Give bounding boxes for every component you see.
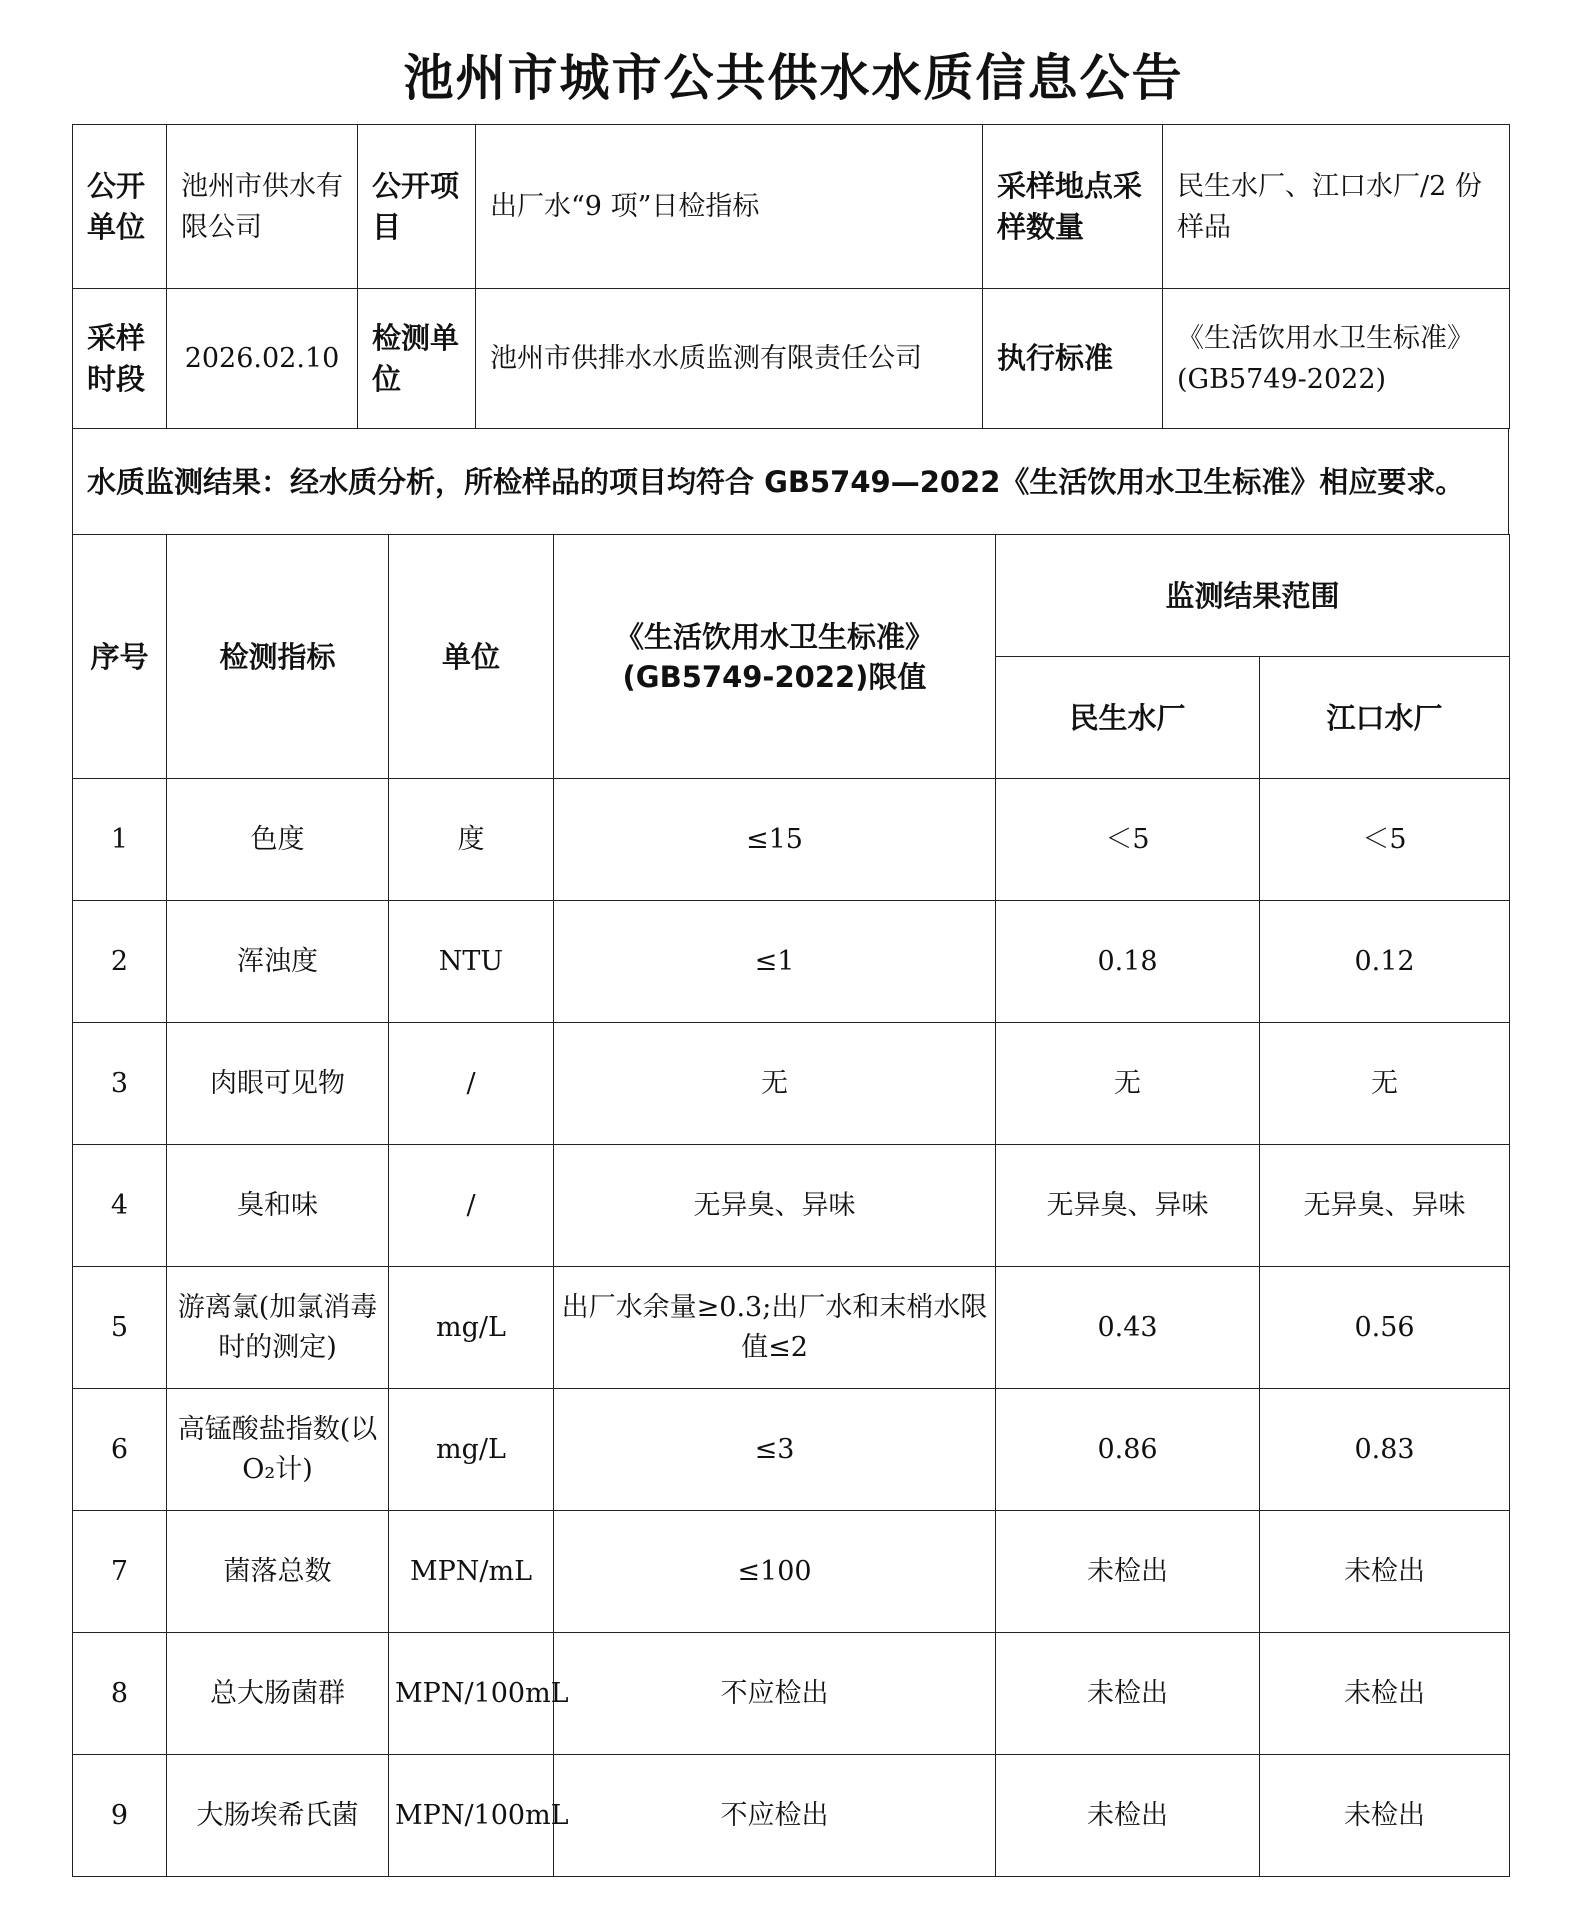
item-value: 出厂水“9 项”日检指标	[476, 125, 983, 289]
row-no: 9	[73, 1755, 167, 1877]
row-jiangkou-result: 未检出	[1260, 1755, 1510, 1877]
info-table	[72, 124, 1510, 429]
table-row	[73, 1633, 1510, 1755]
table-row	[73, 1145, 1510, 1267]
table-row	[73, 1389, 1510, 1511]
table-row	[73, 1023, 1510, 1145]
row-no: 7	[73, 1511, 167, 1633]
row-indicator: 色度	[167, 779, 389, 901]
standard-value: 《生活饮用水卫生标准》(GB5749-2022)	[1163, 289, 1510, 429]
row-unit: NTU	[389, 901, 554, 1023]
table-row	[73, 901, 1510, 1023]
standard-label: 执行标准	[983, 289, 1163, 429]
row-minsheng-result: ＜5	[996, 779, 1260, 901]
row-indicator: 浑浊度	[167, 901, 389, 1023]
row-unit: 度	[389, 779, 554, 901]
row-limit: ≤15	[554, 779, 996, 901]
row-limit: 无	[554, 1023, 996, 1145]
page-title: 池州市城市公共供水水质信息公告	[403, 49, 1184, 107]
row-limit: ≤3	[554, 1389, 996, 1511]
row-indicator: 臭和味	[167, 1145, 389, 1267]
row-indicator: 菌落总数	[167, 1511, 389, 1633]
row-unit: /	[389, 1023, 554, 1145]
header-indicator: 检测指标	[167, 535, 389, 779]
header-unit: 单位	[389, 535, 554, 779]
header-plant-minsheng: 民生水厂	[996, 657, 1260, 779]
monitoring-result-text: 水质监测结果：经水质分析，所检样品的项目均符合 GB5749—2022《生活饮用水卫生标准》相应要求。	[73, 429, 1509, 535]
row-jiangkou-result: 未检出	[1260, 1511, 1510, 1633]
sampling-value: 民生水厂、江口水厂/2 份样品	[1163, 125, 1510, 289]
row-limit: ≤100	[554, 1511, 996, 1633]
table-row	[73, 1755, 1510, 1877]
row-minsheng-result: 0.43	[996, 1267, 1260, 1389]
row-no: 4	[73, 1145, 167, 1267]
row-indicator: 总大肠菌群	[167, 1633, 389, 1755]
header-range: 监测结果范围	[996, 535, 1510, 657]
row-jiangkou-result: 0.83	[1260, 1389, 1510, 1511]
lab-label: 检测单位	[358, 289, 476, 429]
lab-value: 池州市供排水水质监测有限责任公司	[476, 289, 983, 429]
row-unit: mg/L	[389, 1267, 554, 1389]
table-row	[73, 1511, 1510, 1633]
row-minsheng-result: 未检出	[996, 1755, 1260, 1877]
row-unit: /	[389, 1145, 554, 1267]
sampling-label: 采样地点采样数量	[983, 125, 1163, 289]
row-unit: mg/L	[389, 1389, 554, 1511]
row-unit: MPN/100mL	[389, 1755, 554, 1877]
publisher-value: 池州市供水有限公司	[167, 125, 358, 289]
row-unit: MPN/100mL	[389, 1633, 554, 1755]
row-limit: 无异臭、异味	[554, 1145, 996, 1267]
row-no: 8	[73, 1633, 167, 1755]
period-value: 2026.02.10	[167, 289, 358, 429]
row-jiangkou-result: 0.56	[1260, 1267, 1510, 1389]
period-label: 采样时段	[73, 289, 167, 429]
row-indicator: 高锰酸盐指数(以 O₂计)	[167, 1389, 389, 1511]
row-indicator: 游离氯(加氯消毒时的测定)	[167, 1267, 389, 1389]
row-minsheng-result: 未检出	[996, 1633, 1260, 1755]
row-no: 3	[73, 1023, 167, 1145]
row-jiangkou-result: 0.12	[1260, 901, 1510, 1023]
item-label: 公开项目	[358, 125, 476, 289]
row-limit: ≤1	[554, 901, 996, 1023]
row-no: 2	[73, 901, 167, 1023]
header-no: 序号	[73, 535, 167, 779]
row-indicator: 大肠埃希氏菌	[167, 1755, 389, 1877]
row-minsheng-result: 0.86	[996, 1389, 1260, 1511]
row-jiangkou-result: 无	[1260, 1023, 1510, 1145]
row-minsheng-result: 0.18	[996, 901, 1260, 1023]
row-jiangkou-result: 无异臭、异味	[1260, 1145, 1510, 1267]
row-minsheng-result: 无异臭、异味	[996, 1145, 1260, 1267]
row-no: 1	[73, 779, 167, 901]
water-quality-table	[72, 534, 1510, 1877]
table-row	[73, 1267, 1510, 1389]
row-minsheng-result: 无	[996, 1023, 1260, 1145]
row-jiangkou-result: ＜5	[1260, 779, 1510, 901]
row-no: 5	[73, 1267, 167, 1389]
row-limit: 出厂水余量≥0.3;出厂水和末梢水限值≤2	[554, 1267, 996, 1389]
header-limit: 《生活饮用水卫生标准》(GB5749-2022)限值	[554, 535, 996, 779]
header-plant-jiangkou: 江口水厂	[1260, 657, 1510, 779]
table-row	[73, 779, 1510, 901]
row-minsheng-result: 未检出	[996, 1511, 1260, 1633]
row-limit: 不应检出	[554, 1633, 996, 1755]
row-unit: MPN/mL	[389, 1511, 554, 1633]
row-limit: 不应检出	[554, 1755, 996, 1877]
row-indicator: 肉眼可见物	[167, 1023, 389, 1145]
row-no: 6	[73, 1389, 167, 1511]
result-table	[72, 428, 1509, 535]
row-jiangkou-result: 未检出	[1260, 1633, 1510, 1755]
publisher-label: 公开单位	[73, 125, 167, 289]
